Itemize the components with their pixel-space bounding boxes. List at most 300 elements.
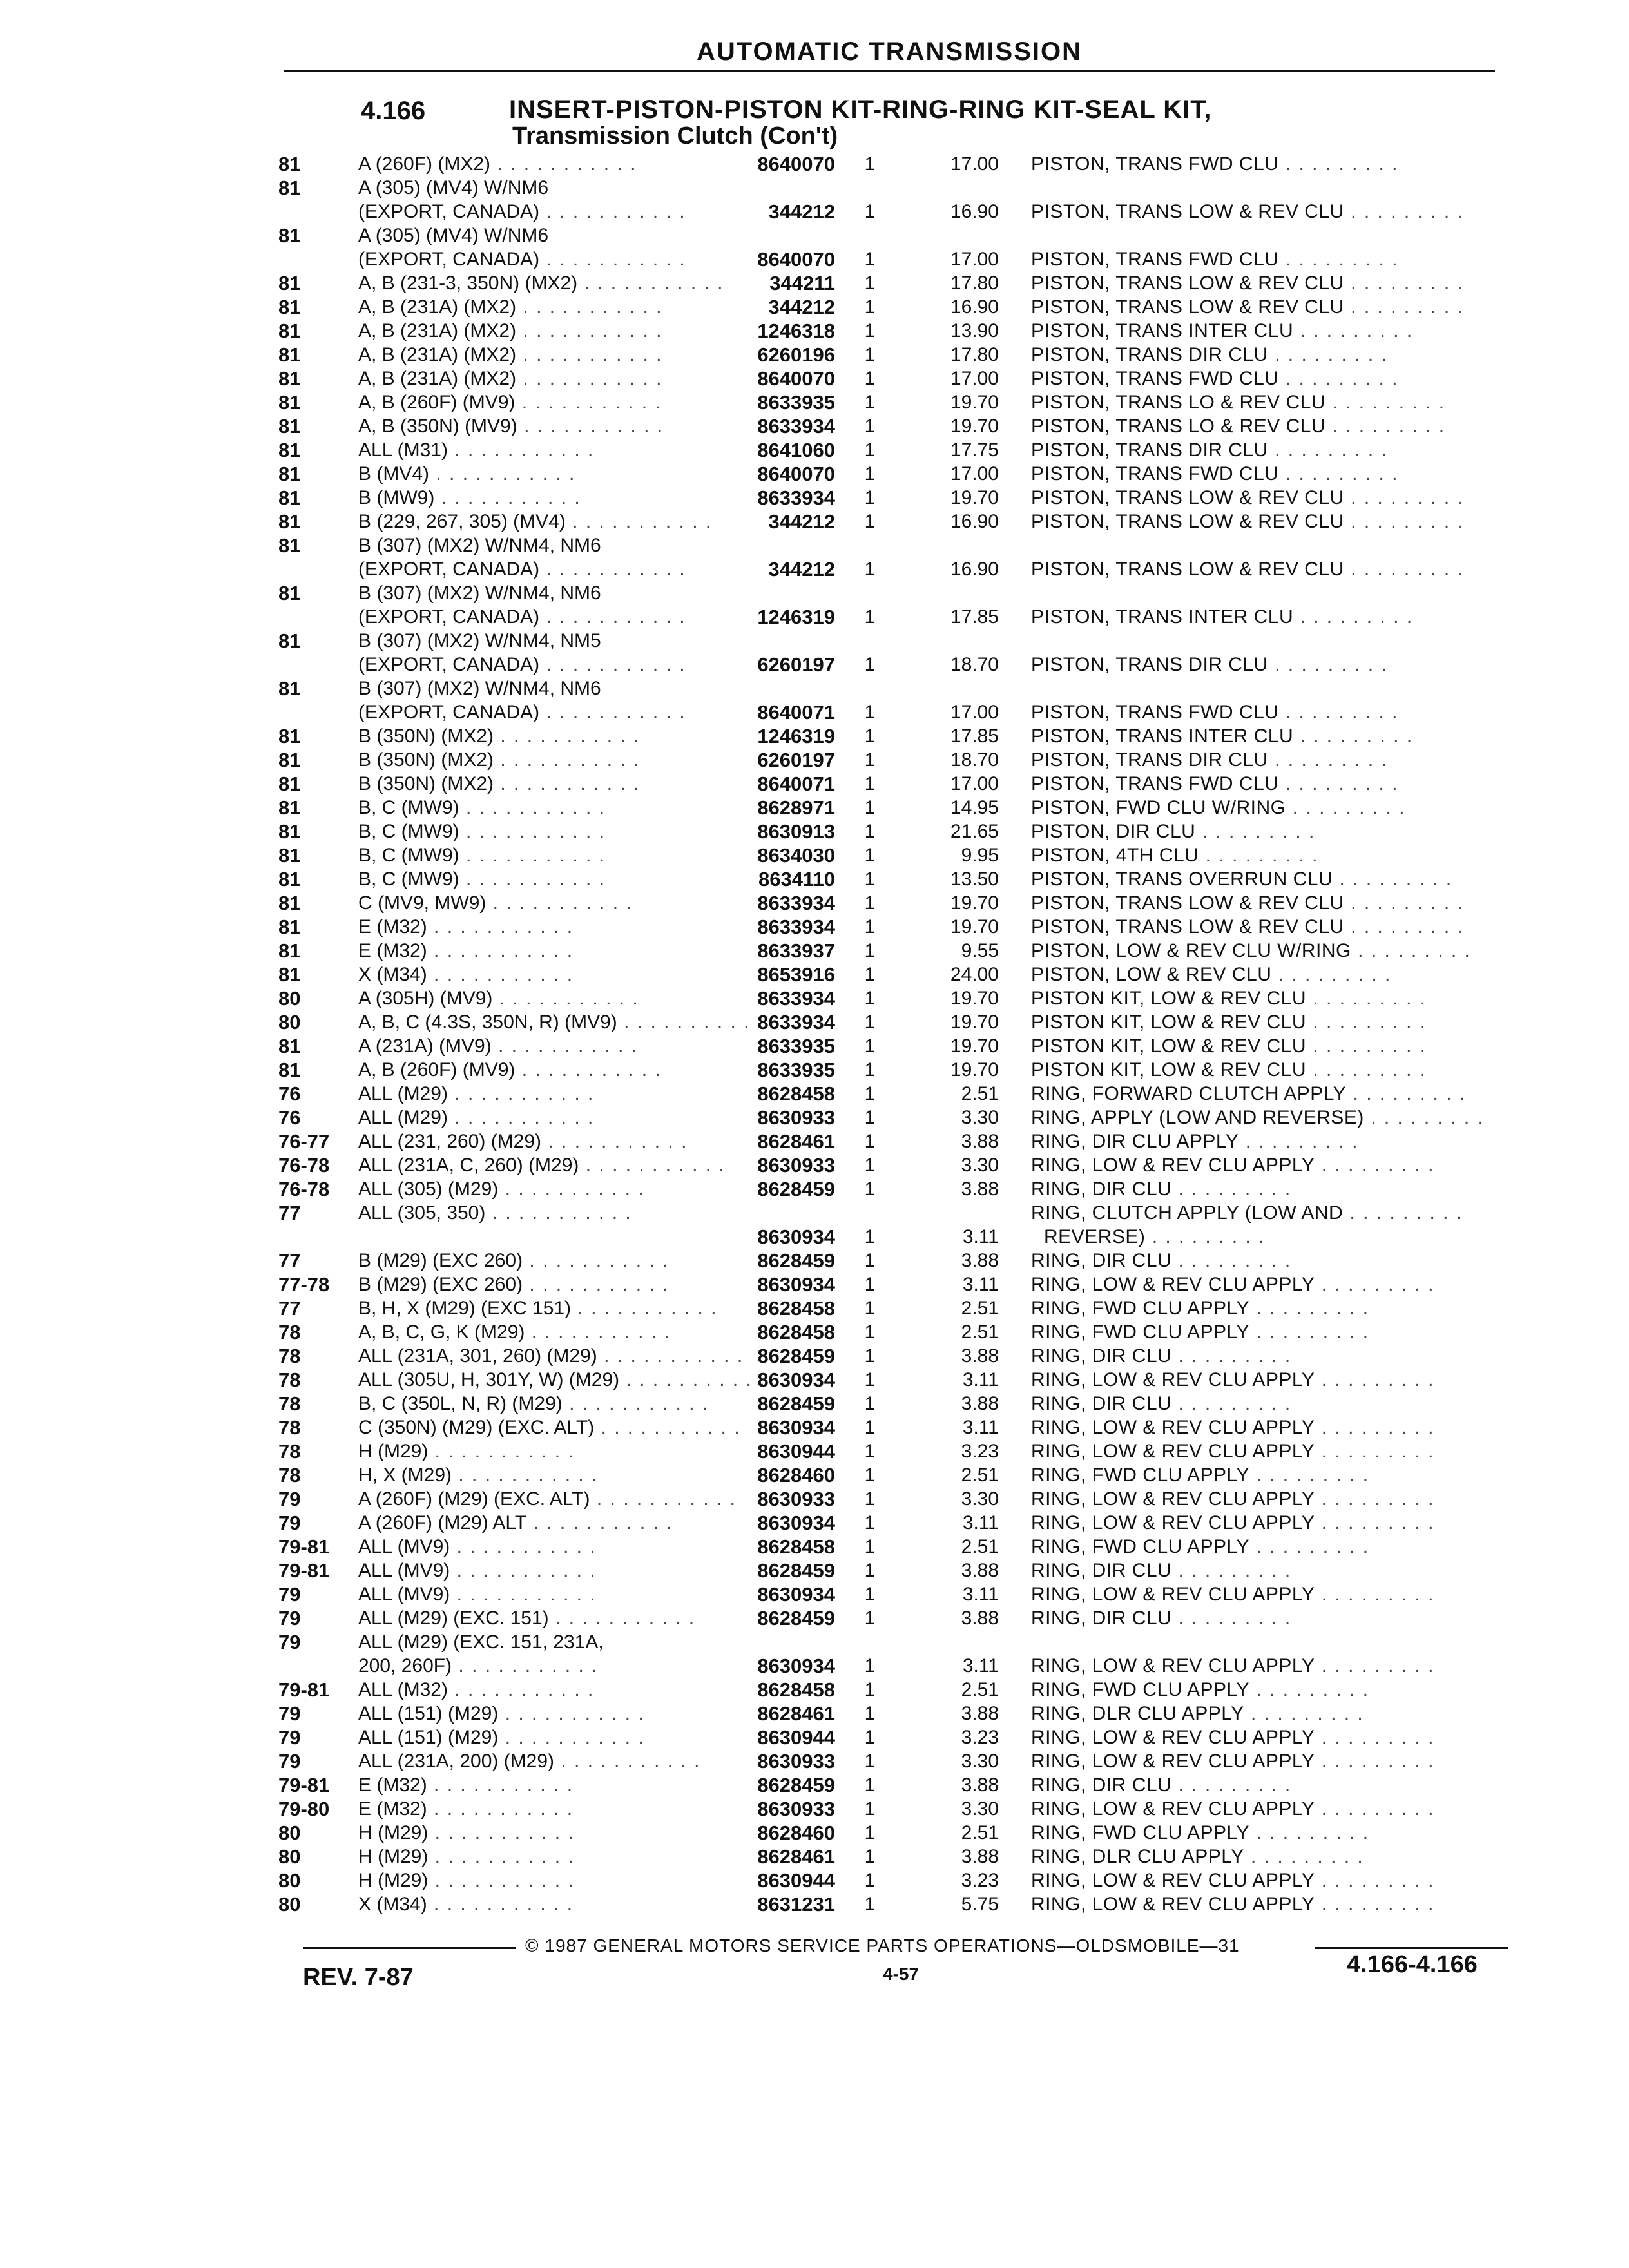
leader-dots: . . . . . . . . . . .	[515, 392, 662, 413]
cell-quantity: 1	[864, 1822, 876, 1843]
cell-description-text: REVERSE)	[1044, 1226, 1146, 1247]
cell-description	[1031, 1010, 1426, 1034]
cell-application-text: C (350N) (M29) (EXC. ALT)	[358, 1417, 595, 1438]
cell-application	[358, 963, 574, 986]
cell-price: 21.65	[950, 821, 999, 842]
cell-application-text: ALL (305U, H, 301Y, W) (M29)	[358, 1369, 620, 1390]
row-line	[0, 462, 1629, 486]
cell-year: 81	[278, 415, 301, 437]
leader-dots: . . . . . . . . . . .	[539, 702, 686, 723]
leader-dots: . . . . . . . . .	[1344, 487, 1464, 508]
cell-description-text: PISTON, TRANS DIR CLU	[1031, 439, 1268, 461]
leader-dots: . . . . . . . . .	[1315, 1488, 1435, 1510]
cell-application	[358, 200, 686, 224]
row-line	[0, 1082, 1629, 1106]
cell-description	[1031, 843, 1318, 867]
cell-price: 3.11	[962, 1417, 999, 1438]
cell-price: 17.85	[950, 606, 999, 628]
leader-dots: . . . . . . . . .	[1315, 1894, 1435, 1915]
row-line	[0, 1344, 1629, 1368]
leader-dots: . . . . . . . . .	[1325, 416, 1446, 437]
table-row	[0, 986, 1629, 1010]
cell-year: 80	[278, 987, 301, 1010]
cell-application	[358, 1630, 604, 1654]
cell-application-text: (EXPORT, CANADA)	[358, 249, 540, 270]
cell-description-text: PISTON, TRANS FWD CLU	[1031, 368, 1279, 389]
cell-application-text: A (260F) (MX2)	[358, 153, 491, 175]
cell-description-text: RING, DIR CLU	[1031, 1250, 1172, 1271]
cell-description	[1031, 1749, 1434, 1773]
cell-price: 19.70	[950, 487, 999, 508]
cell-quantity: 1	[864, 869, 876, 890]
cell-price: 9.55	[961, 940, 999, 961]
cell-part-number: 1246319	[757, 606, 835, 628]
row-line	[0, 486, 1629, 510]
cell-application	[358, 677, 601, 700]
cell-description-text: RING, FWD CLU APPLY	[1031, 1298, 1250, 1319]
cell-description-text: RING, FWD CLU APPLY	[1031, 1679, 1250, 1700]
cell-quantity: 1	[864, 654, 876, 675]
cell-part-number: 8630934	[757, 1416, 835, 1439]
cell-application	[358, 486, 581, 510]
table-row	[0, 1535, 1629, 1559]
cell-year: 77	[278, 1249, 301, 1272]
leader-dots: . . . . . . . . .	[1364, 1107, 1484, 1128]
cell-description-text: RING, LOW & REV CLU APPLY	[1031, 1798, 1315, 1820]
cell-description	[1031, 1511, 1434, 1535]
cell-quantity: 1	[864, 273, 876, 294]
row-line	[0, 1797, 1629, 1821]
cell-quantity: 1	[864, 749, 876, 771]
cell-quantity: 1	[864, 1655, 876, 1677]
leader-dots: . . . . . . . . . . .	[447, 1107, 595, 1128]
cell-description	[1031, 1129, 1358, 1153]
cell-application	[358, 939, 574, 963]
cell-part-number: 8633934	[757, 892, 835, 914]
leader-dots: . . . . . . . . . . .	[429, 463, 576, 485]
cell-quantity: 1	[864, 845, 876, 866]
cell-quantity: 1	[864, 1870, 876, 1891]
leader-dots: . . . . . . . . .	[1171, 1345, 1292, 1367]
cell-application-text: B, C (MW9)	[358, 821, 459, 842]
cell-description-text: PISTON KIT, LOW & REV CLU	[1031, 988, 1307, 1009]
cell-application	[358, 1702, 645, 1725]
cell-description-text: RING, LOW & REV CLU APPLY	[1031, 1655, 1315, 1677]
leader-dots: . . . . . . . . .	[1351, 940, 1471, 961]
cell-quantity: 1	[864, 1417, 876, 1438]
cell-application	[358, 915, 574, 939]
table-row	[0, 963, 1629, 986]
row-line	[0, 700, 1629, 724]
row-line	[0, 724, 1629, 748]
cell-description-text: PISTON, TRANS INTER CLU	[1031, 320, 1294, 341]
cell-description	[1031, 915, 1464, 939]
cell-year: 81	[278, 773, 301, 795]
table-row	[0, 1177, 1629, 1201]
cell-price: 17.00	[950, 368, 999, 389]
row-line	[0, 438, 1629, 462]
cell-price: 2.51	[961, 1822, 999, 1843]
cell-price: 14.95	[950, 797, 999, 818]
leader-dots: . . . . . . . . .	[1171, 1774, 1292, 1796]
row-line	[0, 1821, 1629, 1845]
cell-quantity: 1	[864, 296, 876, 318]
cell-quantity: 1	[864, 153, 876, 175]
cell-year: 81	[278, 1035, 301, 1057]
cell-part-number: 8640071	[757, 773, 835, 795]
cell-part-number: 8630934	[757, 1583, 835, 1606]
cell-application	[358, 152, 637, 176]
cell-price: 17.85	[950, 726, 999, 747]
row-line	[0, 1320, 1629, 1344]
row-line	[0, 1702, 1629, 1725]
cell-application	[358, 247, 686, 271]
cell-application-text: E (M32)	[358, 1798, 427, 1820]
leader-dots: . . . . . . . . . . .	[619, 1369, 766, 1390]
cell-year: 80	[278, 1821, 301, 1844]
table-row	[0, 1845, 1629, 1869]
row-line	[0, 915, 1629, 939]
row-line	[0, 1201, 1629, 1225]
table-row	[0, 1869, 1629, 1892]
cell-description-text: PISTON, TRANS LOW & REV CLU	[1031, 511, 1344, 532]
leader-dots: . . . . . . . . . . .	[541, 1131, 688, 1152]
leader-dots: . . . . . . . . .	[1306, 988, 1427, 1009]
table-row	[0, 462, 1629, 486]
cell-description	[1031, 247, 1398, 271]
cell-year: 78	[278, 1392, 301, 1415]
cell-application-text: B, C (MW9)	[358, 845, 459, 866]
leader-dots: . . . . . . . . .	[1195, 821, 1316, 842]
row-line	[0, 629, 1629, 653]
cell-description-text: RING, LOW & REV CLU APPLY	[1031, 1512, 1315, 1533]
cell-price: 17.00	[950, 249, 999, 270]
cell-application	[358, 1582, 597, 1606]
cell-part-number: 8628460	[757, 1464, 835, 1486]
cell-application	[358, 343, 662, 367]
row-line	[0, 1606, 1629, 1630]
cell-application	[358, 1296, 717, 1320]
cell-description-text: RING, APPLY (LOW AND REVERSE)	[1031, 1107, 1364, 1128]
leader-dots: . . . . . . . . . . .	[565, 511, 713, 532]
cell-description-text: PISTON KIT, LOW & REV CLU	[1031, 1035, 1307, 1057]
table-row	[0, 1439, 1629, 1463]
cell-part-number: 8628458	[757, 1082, 835, 1105]
table-row	[0, 1201, 1629, 1249]
cell-application	[358, 1034, 638, 1058]
leader-dots: . . . . . . . . .	[1344, 201, 1464, 222]
cell-description-text: PISTON, FWD CLU W/RING	[1031, 797, 1286, 818]
row-line	[0, 1559, 1629, 1582]
row-line	[0, 510, 1629, 533]
table-row	[0, 1392, 1629, 1416]
row-line	[0, 1392, 1629, 1416]
row-line	[0, 176, 1629, 200]
cell-application	[358, 176, 548, 200]
cell-part-number: 8628458	[757, 1297, 835, 1320]
leader-dots: . . . . . . . . .	[1306, 1035, 1427, 1057]
cell-description	[1031, 367, 1398, 390]
cell-price: 3.30	[961, 1107, 999, 1128]
cell-description	[1031, 486, 1464, 510]
row-line	[0, 533, 1629, 557]
cell-description	[1031, 1654, 1434, 1678]
cell-part-number: 1246318	[757, 320, 835, 342]
cell-part-number: 8628459	[757, 1249, 835, 1272]
row-line	[0, 1892, 1629, 1916]
cell-price: 17.75	[950, 439, 999, 461]
cell-quantity: 1	[864, 1727, 876, 1748]
row-line	[0, 343, 1629, 367]
cell-year: 81	[278, 820, 301, 843]
row-line	[0, 1439, 1629, 1463]
cell-year: 81	[278, 296, 301, 318]
cell-application	[358, 1678, 594, 1702]
cell-quantity: 1	[864, 1250, 876, 1271]
table-row	[0, 677, 1629, 724]
cell-part-number: 8630934	[757, 1225, 835, 1248]
table-row	[0, 1249, 1629, 1273]
cell-application-text: B, C (MW9)	[358, 797, 459, 818]
cell-description	[1031, 1273, 1434, 1296]
cell-quantity: 1	[864, 606, 876, 628]
cell-application-text: ALL (151) (M29)	[358, 1703, 499, 1724]
cell-year: 79	[278, 1750, 301, 1773]
cell-price: 3.30	[961, 1751, 999, 1772]
cell-application-text: ALL (MV9)	[358, 1584, 450, 1605]
row-line	[0, 1582, 1629, 1606]
cell-year: 78	[278, 1440, 301, 1463]
cell-application-text: ALL (M31)	[358, 439, 448, 461]
cell-part-number: 8628461	[757, 1845, 835, 1868]
cell-description-text: PISTON, TRANS LOW & REV CLU	[1031, 559, 1344, 580]
cell-description-text: PISTON, DIR CLU	[1031, 821, 1196, 842]
row-line	[0, 1153, 1629, 1177]
leader-dots: . . . . . . . . .	[1315, 1727, 1435, 1748]
cell-application-text: B (307) (MX2) W/NM4, NM6	[358, 582, 601, 604]
cell-description-text: RING, DIR CLU	[1031, 1608, 1172, 1629]
cell-price: 17.80	[950, 344, 999, 365]
cell-application	[358, 843, 606, 867]
cell-description	[1031, 939, 1471, 963]
leader-dots: . . . . . . . . . . .	[428, 1822, 575, 1843]
cell-quantity: 1	[864, 1441, 876, 1462]
cell-year: 77	[278, 1297, 301, 1320]
cell-year: 78	[278, 1416, 301, 1439]
cell-application-text: B (MW9)	[358, 487, 435, 508]
cell-part-number: 8633934	[757, 415, 835, 437]
cell-description	[1031, 796, 1405, 820]
cell-application	[358, 820, 606, 843]
cell-application-text: ALL (305) (M29)	[358, 1178, 499, 1200]
cell-description	[1031, 1153, 1434, 1177]
cell-price: 16.90	[950, 559, 999, 580]
row-line	[0, 247, 1629, 271]
cell-application	[358, 986, 639, 1010]
cell-description	[1031, 772, 1398, 796]
cell-quantity: 1	[864, 463, 876, 485]
cell-description-text: RING, LOW & REV CLU APPLY	[1031, 1417, 1315, 1438]
cell-description	[1031, 200, 1464, 224]
row-line	[0, 1010, 1629, 1034]
header-rule	[284, 70, 1495, 72]
table-row	[0, 724, 1629, 748]
cell-description	[1031, 1797, 1434, 1821]
cell-part-number: 344212	[768, 296, 835, 318]
cell-application	[358, 1487, 737, 1511]
leader-dots: . . . . . . . . . . .	[590, 1488, 737, 1510]
row-line	[0, 295, 1629, 319]
cell-application	[358, 891, 633, 915]
leader-dots: . . . . . . . . .	[1315, 1417, 1435, 1438]
cell-application	[358, 1177, 645, 1201]
cell-quantity: 1	[864, 1298, 876, 1319]
cell-part-number: 8630944	[757, 1869, 835, 1892]
row-line	[0, 557, 1629, 581]
cell-application	[358, 1535, 597, 1559]
leader-dots: . . . . . . . . .	[1278, 153, 1399, 175]
row-line	[0, 1630, 1629, 1654]
cell-application	[358, 1821, 575, 1845]
table-row	[0, 1606, 1629, 1630]
cell-description	[1031, 390, 1445, 414]
table-row	[0, 1058, 1629, 1082]
cell-price: 16.90	[950, 201, 999, 222]
cell-price: 3.30	[961, 1488, 999, 1510]
table-row	[0, 390, 1629, 414]
cell-description-text: PISTON, TRANS FWD CLU	[1031, 773, 1279, 794]
cell-year: 81	[278, 963, 301, 986]
leader-dots: . . . . . . . . .	[1293, 320, 1414, 341]
table-row	[0, 1416, 1629, 1439]
table-row	[0, 1034, 1629, 1058]
cell-application	[358, 1201, 632, 1225]
leader-dots: . . . . . . . . .	[1278, 249, 1399, 270]
cell-year: 81	[278, 153, 301, 175]
cell-application	[358, 653, 686, 677]
cell-description-text: RING, CLUTCH APPLY (LOW AND	[1031, 1202, 1344, 1224]
table-row	[0, 176, 1629, 224]
cell-part-number: 8633934	[757, 486, 835, 509]
cell-application-text: ALL (M29) (EXC. 151)	[358, 1608, 549, 1629]
table-row	[0, 1702, 1629, 1725]
cell-price: 19.70	[950, 892, 999, 914]
cell-quantity: 1	[864, 1846, 876, 1867]
cell-year: 81	[278, 177, 301, 199]
row-line	[0, 843, 1629, 867]
leader-dots: . . . . . . . . . . .	[571, 1298, 718, 1319]
table-row	[0, 1106, 1629, 1129]
leader-dots: . . . . . . . . .	[1315, 1798, 1435, 1820]
cell-part-number: 8630913	[757, 820, 835, 843]
leader-dots: . . . . . . . . . . .	[459, 797, 606, 818]
cell-price: 3.88	[961, 1345, 999, 1367]
cell-year: 78	[278, 1369, 301, 1391]
cell-application-text: H (M29)	[358, 1441, 429, 1462]
cell-description-text: PISTON, TRANS LOW & REV CLU	[1031, 273, 1344, 294]
cell-quantity: 1	[864, 1608, 876, 1629]
leader-dots: . . . . . . . . .	[1293, 726, 1414, 747]
cell-description	[1031, 700, 1398, 724]
cell-price: 19.70	[950, 1035, 999, 1057]
cell-quantity: 1	[864, 1345, 876, 1367]
row-line	[0, 1535, 1629, 1559]
row-line	[0, 1058, 1629, 1082]
row-line	[0, 1749, 1629, 1773]
leader-dots: . . . . . . . . .	[1344, 511, 1464, 532]
cell-year: 81	[278, 391, 301, 414]
leader-dots: . . . . . . . . . . .	[452, 1655, 599, 1677]
cell-application	[358, 557, 686, 581]
cell-application-text: (EXPORT, CANADA)	[358, 702, 540, 723]
row-line	[0, 1487, 1629, 1511]
cell-application	[358, 1320, 671, 1344]
cell-application-text: B (350N) (MX2)	[358, 726, 494, 747]
cell-description	[1031, 1249, 1291, 1273]
leader-dots: . . . . . . . . . . .	[517, 416, 664, 437]
leader-dots: . . . . . . . . .	[1244, 1703, 1364, 1724]
cell-description-text: RING, LOW & REV CLU APPLY	[1031, 1369, 1315, 1390]
leader-dots: . . . . . . . . . . .	[459, 821, 606, 842]
leader-dots: . . . . . . . . .	[1249, 1321, 1370, 1343]
cell-quantity: 1	[864, 1465, 876, 1486]
cell-description-text: PISTON, TRANS LOW & REV CLU	[1031, 916, 1344, 937]
cell-application	[358, 1559, 597, 1582]
cell-description	[1031, 1225, 1265, 1249]
cell-description-text: RING, DIR CLU	[1031, 1178, 1172, 1200]
cell-part-number: 8628459	[757, 1178, 835, 1200]
cell-application-text: B (M29) (EXC 260)	[358, 1250, 523, 1271]
cell-year: 81	[278, 486, 301, 509]
row-line	[0, 1463, 1629, 1487]
cell-part-number: 8628459	[757, 1392, 835, 1415]
row-line	[0, 1273, 1629, 1296]
row-line	[0, 1177, 1629, 1201]
cell-quantity: 1	[864, 773, 876, 794]
cell-application-text: E (M32)	[358, 1774, 427, 1796]
table-row	[0, 1821, 1629, 1845]
row-line	[0, 748, 1629, 772]
cell-price: 19.70	[950, 916, 999, 937]
section-title: INSERT-PISTON-PISTON KIT-RING-RING KIT-SEAL KIT,	[509, 95, 1212, 124]
cell-description	[1031, 295, 1464, 319]
leader-dots: . . . . . . . . . . .	[486, 892, 633, 914]
cell-part-number: 8640070	[757, 367, 835, 390]
leader-dots: . . . . . . . . . . .	[427, 1894, 574, 1915]
cell-description	[1031, 1702, 1364, 1725]
row-line	[0, 390, 1629, 414]
cell-description	[1031, 1892, 1434, 1916]
leader-dots: . . . . . . . . . . .	[617, 1012, 764, 1033]
table-row	[0, 1320, 1629, 1344]
cell-part-number: 8640070	[757, 463, 835, 485]
cell-price: 19.70	[950, 1059, 999, 1081]
cell-quantity: 1	[864, 1012, 876, 1033]
cell-application	[358, 1058, 662, 1082]
table-row	[0, 1487, 1629, 1511]
cell-quantity: 1	[864, 1321, 876, 1343]
leader-dots: . . . . . . . . . . .	[459, 845, 606, 866]
cell-year: 81	[278, 463, 301, 485]
row-line	[0, 891, 1629, 915]
cell-application	[358, 772, 640, 796]
cell-application	[358, 1082, 594, 1106]
leader-dots: . . . . . . . . .	[1315, 1870, 1435, 1891]
cell-description-text: RING, DIR CLU	[1031, 1393, 1172, 1414]
cell-description-text: RING, FWD CLU APPLY	[1031, 1536, 1250, 1557]
cell-application-text: B, C (350L, N, R) (M29)	[358, 1393, 563, 1414]
cell-year: 78	[278, 1464, 301, 1486]
